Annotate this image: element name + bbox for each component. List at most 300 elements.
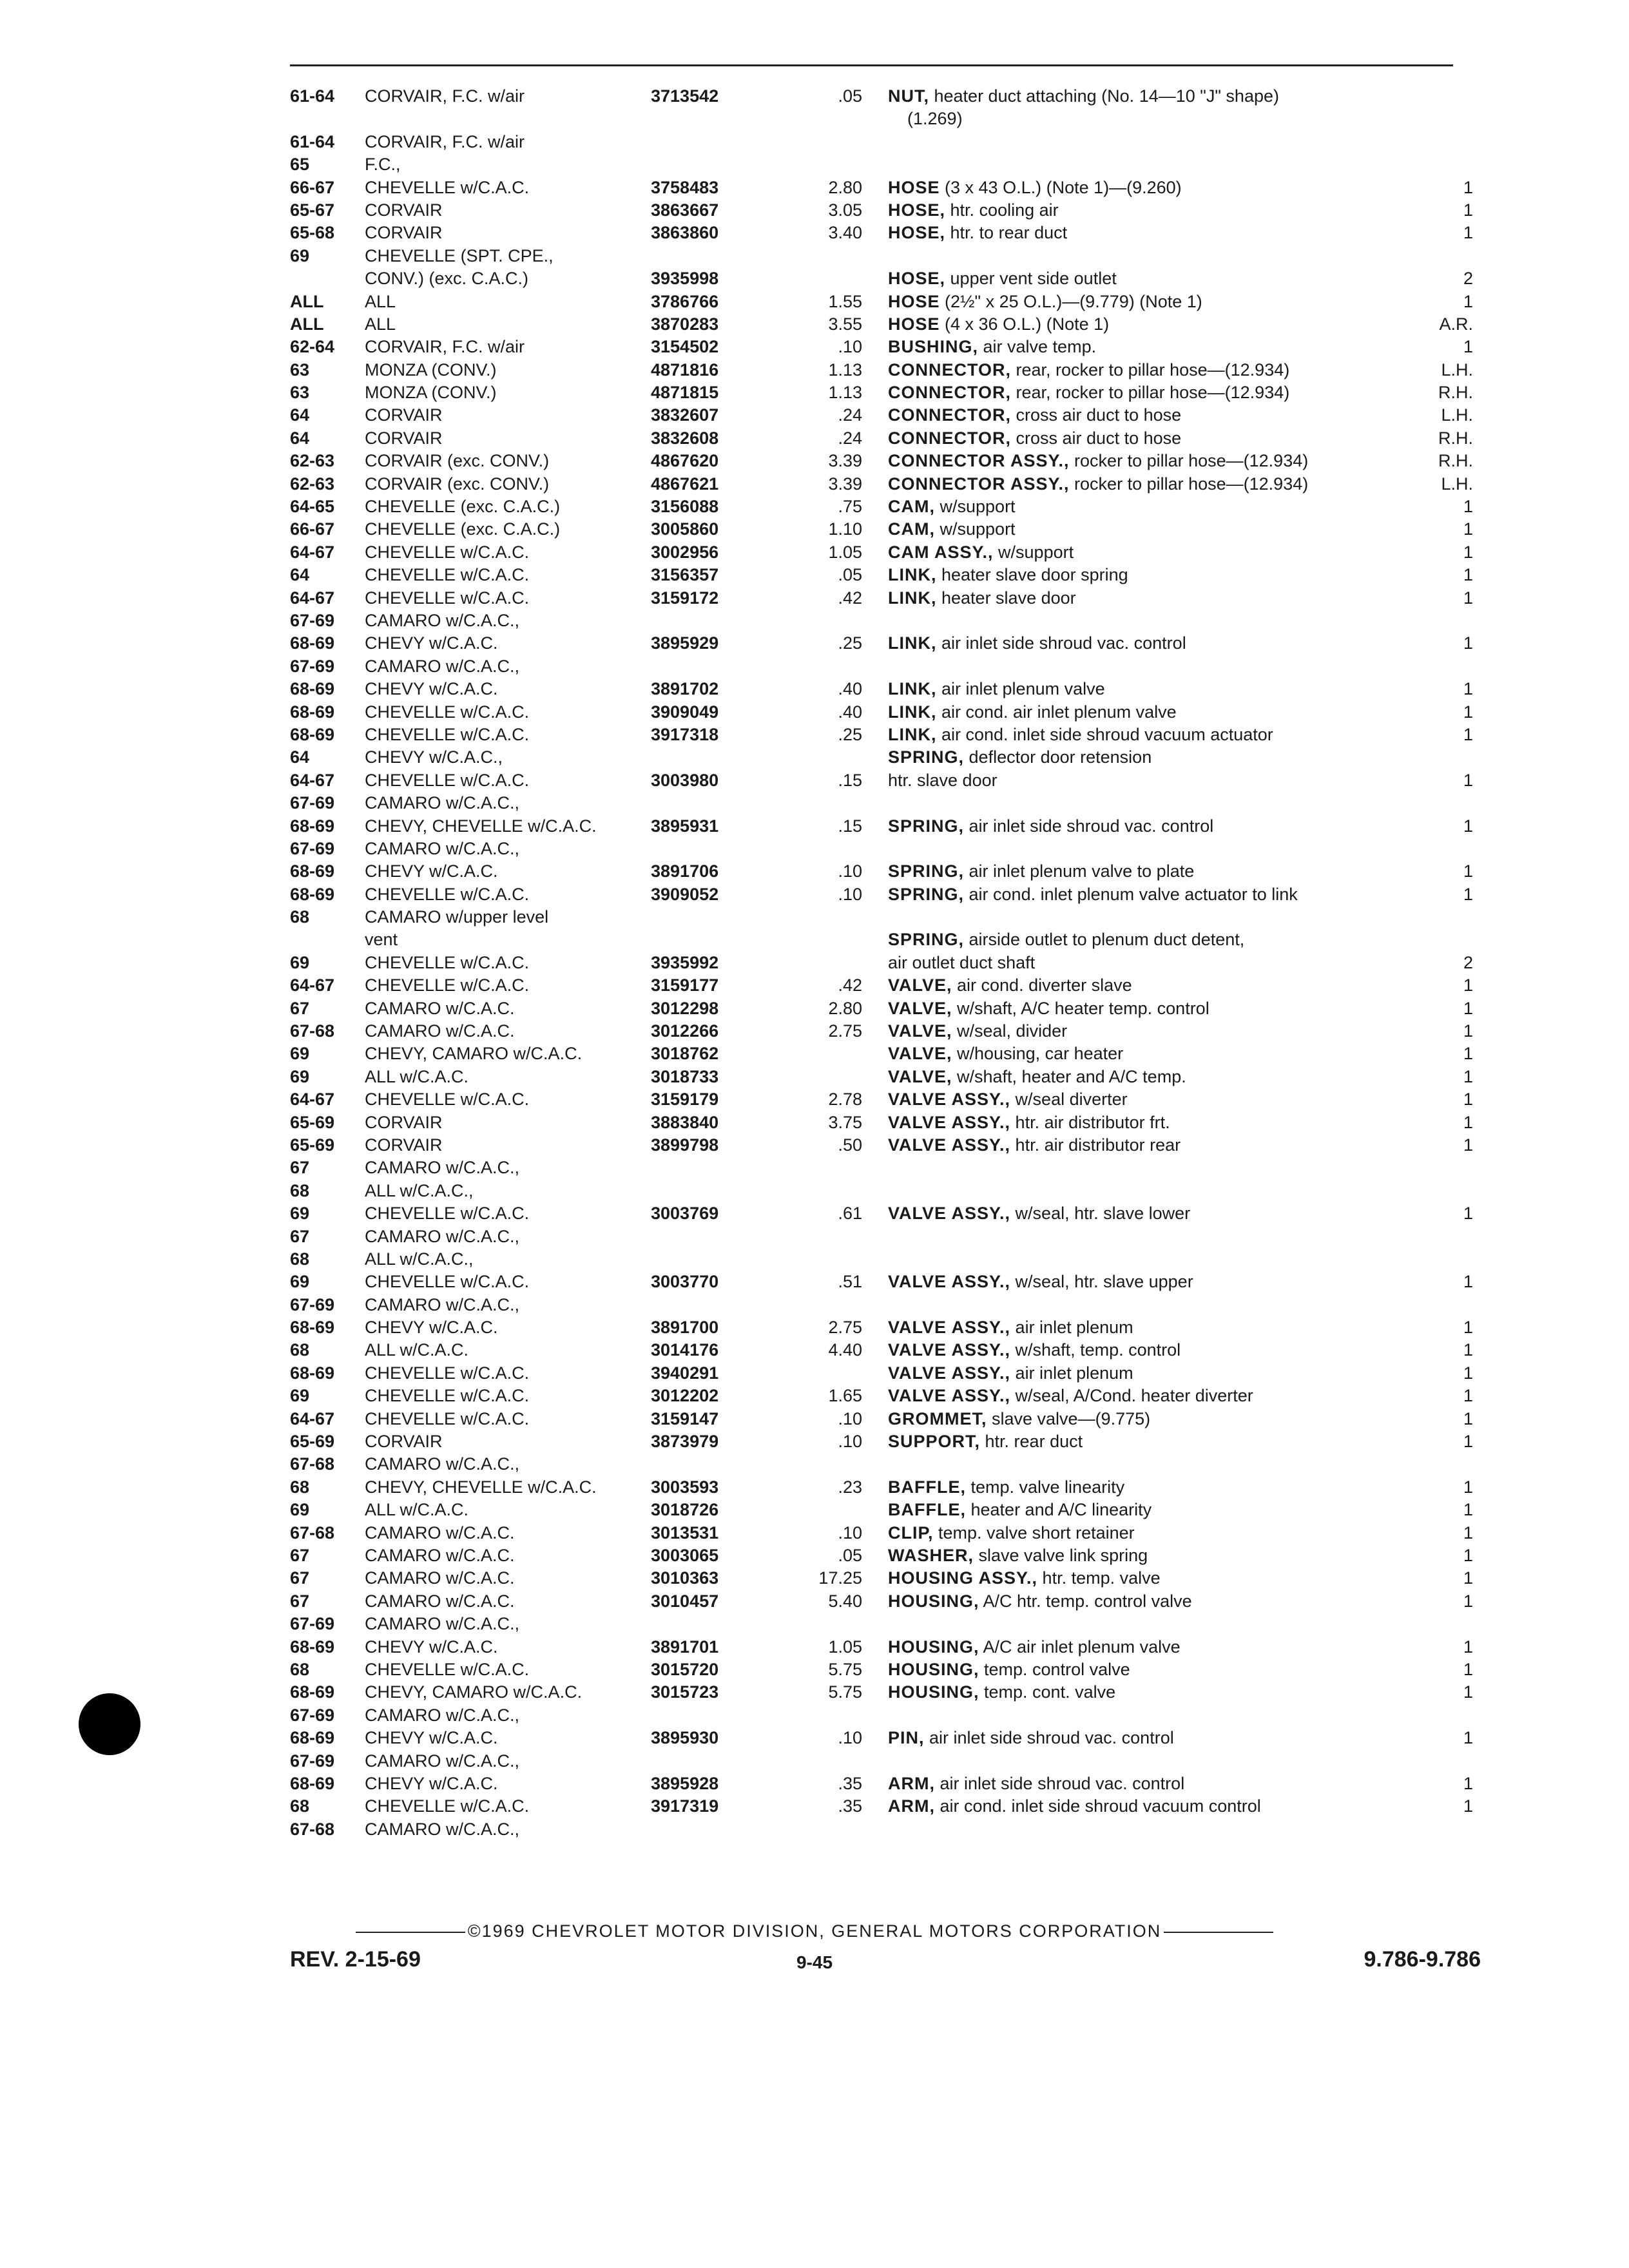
table-row — [0, 85, 1629, 108]
table-row — [0, 177, 1629, 199]
application: F.C., — [365, 155, 401, 175]
model-year: 68-69 — [290, 1773, 335, 1793]
description — [888, 1795, 1261, 1818]
table-row — [0, 1362, 1629, 1385]
table-row — [0, 291, 1629, 313]
quantity: 1 — [1463, 291, 1473, 311]
part-detail: heater slave door — [936, 588, 1076, 608]
part-number: 4867621 — [651, 474, 719, 494]
quantity: L.H. — [1441, 474, 1473, 494]
part-detail: heater and A/C linearity — [966, 1500, 1152, 1520]
part-number: 3002956 — [651, 542, 719, 562]
table-row — [0, 997, 1629, 1020]
part-name: HOSE — [888, 177, 940, 197]
description — [888, 427, 1181, 450]
application: CHEVELLE (exc. C.A.C.) — [365, 519, 561, 539]
model-year: 68-69 — [290, 884, 335, 904]
description — [888, 1636, 1181, 1658]
revision-date: REV. 2-15-69 — [290, 1947, 421, 1972]
price: .10 — [838, 1408, 862, 1428]
table-row — [0, 450, 1629, 472]
part-detail: A/C air inlet plenum valve — [979, 1637, 1181, 1657]
application: CHEVELLE w/C.A.C. — [365, 588, 530, 608]
model-year: 69 — [290, 245, 310, 265]
part-detail: htr. air distributor rear — [1010, 1135, 1181, 1155]
description — [888, 883, 1298, 906]
quantity: 1 — [1463, 1318, 1473, 1338]
table-row — [0, 1590, 1629, 1613]
part-number: 3935992 — [651, 952, 719, 972]
quantity: 1 — [1463, 1682, 1473, 1702]
price: .42 — [838, 588, 862, 608]
model-year: 67-69 — [290, 1614, 335, 1634]
quantity: 1 — [1463, 884, 1473, 904]
part-number: 4867620 — [651, 451, 719, 471]
table-row — [0, 655, 1629, 678]
part-name: VALVE ASSY., — [888, 1386, 1011, 1406]
quantity: 1 — [1463, 770, 1473, 790]
application: CORVAIR (exc. CONV.) — [365, 474, 550, 494]
description — [888, 1499, 1152, 1521]
description — [888, 1773, 1184, 1795]
price: 1.55 — [828, 291, 862, 311]
part-name: CONNECTOR, — [888, 360, 1012, 380]
table-row — [0, 1544, 1629, 1567]
model-year: 68-69 — [290, 1637, 335, 1657]
part-detail: htr. temp. valve — [1037, 1568, 1161, 1588]
model-year: 69 — [290, 1204, 310, 1224]
application: CHEVY w/C.A.C. — [365, 1637, 498, 1657]
price: .15 — [838, 816, 862, 836]
description — [888, 746, 1152, 769]
description — [888, 1408, 1150, 1430]
part-name: LINK, — [888, 679, 937, 699]
description — [888, 1111, 1170, 1134]
price: .61 — [838, 1204, 862, 1224]
part-detail: deflector door retension — [964, 747, 1152, 767]
quantity: R.H. — [1438, 451, 1473, 471]
application: CHEVELLE w/C.A.C. — [365, 1204, 530, 1224]
model-year: 68-69 — [290, 633, 335, 653]
table-row — [0, 1134, 1629, 1157]
model-year: 67-69 — [290, 656, 335, 676]
model-year: ALL — [290, 291, 324, 311]
part-name: VALVE, — [888, 975, 952, 995]
application: CHEVY, CAMARO w/C.A.C. — [365, 1044, 583, 1064]
application: ALL w/C.A.C. — [365, 1340, 469, 1360]
application: CAMARO w/C.A.C., — [365, 1705, 520, 1725]
part-detail: htr. air distributor frt. — [1010, 1112, 1170, 1132]
part-name: VALVE ASSY., — [888, 1135, 1011, 1155]
part-number: 3758483 — [651, 177, 719, 197]
table-row — [0, 473, 1629, 495]
price: .15 — [838, 770, 862, 790]
table-row — [0, 1636, 1629, 1658]
quantity: 1 — [1463, 519, 1473, 539]
part-name: VALVE, — [888, 998, 952, 1018]
part-detail: air inlet side shroud vac. control — [964, 816, 1214, 836]
quantity: 1 — [1463, 1135, 1473, 1155]
description — [888, 952, 1035, 974]
application: CAMARO w/C.A.C., — [365, 793, 520, 813]
quantity: 1 — [1463, 861, 1473, 881]
price: 4.40 — [828, 1340, 862, 1360]
part-name: SPRING, — [888, 930, 965, 950]
application: CHEVY, CAMARO w/C.A.C. — [365, 1682, 583, 1702]
model-year: 67-69 — [290, 1751, 335, 1771]
part-name: LINK, — [888, 633, 937, 653]
part-number: 3935998 — [651, 269, 719, 289]
price: .10 — [838, 1523, 862, 1542]
table-row — [0, 746, 1629, 769]
table-row — [0, 1613, 1629, 1635]
model-year: 62-63 — [290, 451, 335, 471]
table-row — [0, 632, 1629, 655]
price: 3.55 — [828, 314, 862, 334]
quantity: 1 — [1463, 1523, 1473, 1542]
part-name: HOUSING, — [888, 1682, 979, 1702]
part-name: HOSE — [888, 314, 940, 334]
model-year: 61-64 — [290, 131, 335, 151]
part-name: HOSE, — [888, 223, 946, 243]
part-name: CAM, — [888, 519, 935, 539]
description — [888, 1339, 1181, 1361]
model-year: 68-69 — [290, 1318, 335, 1338]
part-name: CONNECTOR, — [888, 405, 1012, 425]
application: CORVAIR, F.C. w/air — [365, 86, 525, 106]
part-number: 3010363 — [651, 1568, 719, 1588]
part-number: 3863667 — [651, 200, 719, 220]
application: CHEVELLE w/C.A.C. — [365, 770, 530, 790]
model-year: 64 — [290, 565, 310, 585]
part-number: 3018733 — [651, 1066, 719, 1086]
part-detail: w/support — [935, 497, 1016, 517]
quantity: 1 — [1463, 724, 1473, 744]
price: 1.10 — [828, 519, 862, 539]
part-detail: slave valve—(9.775) — [987, 1408, 1151, 1428]
description — [888, 997, 1210, 1020]
part-detail: air cond. inlet side shroud vacuum control — [935, 1796, 1261, 1816]
table-row — [0, 1499, 1629, 1521]
application: CAMARO w/C.A.C., — [365, 1294, 520, 1314]
description — [888, 678, 1105, 700]
application: CAMARO w/C.A.C., — [365, 1158, 520, 1178]
table-row — [0, 1408, 1629, 1430]
part-number: 3159179 — [651, 1090, 719, 1110]
application: CHEVELLE w/C.A.C. — [365, 1659, 530, 1679]
price: .10 — [838, 884, 862, 904]
application: CHEVELLE w/C.A.C. — [365, 1090, 530, 1110]
table-row — [0, 404, 1629, 427]
part-number: 4871816 — [651, 360, 719, 380]
table-row — [0, 1658, 1629, 1681]
quantity: 1 — [1463, 1432, 1473, 1452]
description — [888, 473, 1308, 495]
parts-table — [0, 85, 1629, 1841]
part-name: VALVE, — [888, 1021, 952, 1041]
model-year: 67-68 — [290, 1523, 335, 1542]
part-number: 3786766 — [651, 291, 719, 311]
table-row — [0, 724, 1629, 746]
quantity: 1 — [1463, 1272, 1473, 1292]
quantity: 1 — [1463, 565, 1473, 585]
application: CORVAIR — [365, 1112, 443, 1132]
quantity: L.H. — [1441, 360, 1473, 380]
part-name: VALVE, — [888, 1044, 952, 1064]
model-year: 68-69 — [290, 724, 335, 744]
part-name: ARM, — [888, 1773, 935, 1793]
part-detail: w/support — [935, 519, 1016, 539]
table-row — [0, 564, 1629, 586]
application: CAMARO w/C.A.C. — [365, 1546, 515, 1565]
part-number: 3891701 — [651, 1637, 719, 1657]
table-row — [0, 427, 1629, 450]
table-row — [0, 1385, 1629, 1407]
model-year: 66-67 — [290, 519, 335, 539]
model-year: 64 — [290, 747, 310, 767]
price: 2.75 — [828, 1021, 862, 1041]
quantity: L.H. — [1441, 405, 1473, 425]
part-detail: htr. cooling air — [945, 200, 1059, 220]
table-row — [0, 883, 1629, 906]
model-year: 62-63 — [290, 474, 335, 494]
price: 3.40 — [828, 223, 862, 243]
application: CAMARO w/C.A.C. — [365, 1523, 515, 1542]
description — [888, 404, 1181, 427]
table-row — [0, 860, 1629, 883]
application: CHEVELLE w/C.A.C. — [365, 565, 530, 585]
part-number: 3891700 — [651, 1318, 719, 1338]
table-row — [0, 541, 1629, 564]
quantity: 1 — [1463, 679, 1473, 699]
part-number: 3895931 — [651, 816, 719, 836]
price: 2.78 — [828, 1090, 862, 1110]
application: CHEVY w/C.A.C. — [365, 1728, 498, 1748]
quantity: 1 — [1463, 1477, 1473, 1497]
description — [888, 336, 1096, 358]
part-number: 3895930 — [651, 1728, 719, 1748]
part-number: 3156088 — [651, 497, 719, 517]
application: ALL — [365, 291, 396, 311]
model-year: 68 — [290, 1659, 310, 1679]
model-year: 65 — [290, 155, 310, 175]
part-detail: upper vent side outlet — [945, 269, 1117, 289]
price: .24 — [838, 405, 862, 425]
part-number: 3832607 — [651, 405, 719, 425]
table-row — [0, 1339, 1629, 1361]
model-year: 68-69 — [290, 1682, 335, 1702]
part-name: CAM, — [888, 497, 935, 517]
model-year: 68 — [290, 1180, 310, 1200]
description — [888, 381, 1289, 404]
application: CAMARO w/C.A.C., — [365, 1614, 520, 1634]
model-year: 68-69 — [290, 1363, 335, 1383]
model-year: 68 — [290, 1796, 310, 1816]
table-row — [0, 1066, 1629, 1088]
application: CHEVELLE w/C.A.C. — [365, 1272, 530, 1292]
table-row — [0, 381, 1629, 404]
description — [888, 1043, 1123, 1065]
application: CORVAIR — [365, 405, 443, 425]
part-name: SPRING, — [888, 816, 965, 836]
part-detail: cross air duct to hose — [1011, 428, 1182, 448]
footer-copyright: ©1969 CHEVROLET MOTOR DIVISION, GENERAL MOTORS CORPORATION — [467, 1921, 1162, 1941]
quantity: 1 — [1463, 1773, 1473, 1793]
part-detail: w/seal, A/Cond. heater diverter — [1010, 1386, 1253, 1406]
part-name: CONNECTOR ASSY., — [888, 451, 1070, 471]
application: CHEVY w/C.A.C. — [365, 1773, 498, 1793]
table-row — [0, 1453, 1629, 1475]
model-year: 64-67 — [290, 588, 335, 608]
application: CAMARO w/C.A.C., — [365, 1819, 520, 1839]
table-row — [0, 838, 1629, 860]
description — [888, 928, 1244, 951]
part-number: 3909052 — [651, 884, 719, 904]
table-row — [0, 587, 1629, 610]
application: CHEVY w/C.A.C., — [365, 747, 503, 767]
part-name: HOUSING, — [888, 1659, 979, 1679]
model-year: 67-69 — [290, 1705, 335, 1725]
part-number: 3003593 — [651, 1477, 719, 1497]
part-number: 3873979 — [651, 1432, 719, 1452]
part-number: 3012202 — [651, 1386, 719, 1406]
part-detail: w/shaft, temp. control — [1010, 1340, 1181, 1360]
quantity: 1 — [1463, 1659, 1473, 1679]
price: .10 — [838, 861, 862, 881]
part-detail: w/seal, htr. slave lower — [1010, 1204, 1191, 1224]
part-name: SPRING, — [888, 884, 965, 904]
description — [888, 1658, 1130, 1681]
table-row — [0, 1522, 1629, 1544]
part-detail: air outlet duct shaft — [888, 952, 1036, 972]
description — [888, 313, 1109, 336]
quantity: 1 — [1463, 1363, 1473, 1383]
table-row — [0, 313, 1629, 336]
part-name: BUSHING, — [888, 337, 979, 357]
part-number: 3940291 — [651, 1363, 719, 1383]
part-name: HOSE, — [888, 269, 946, 289]
model-year: 67-69 — [290, 610, 335, 630]
model-year: 67 — [290, 1158, 310, 1178]
model-year: 68-69 — [290, 1728, 335, 1748]
group-reference: 9.786-9.786 — [1364, 1947, 1481, 1972]
description — [888, 518, 1016, 541]
table-row — [0, 1750, 1629, 1773]
application: CAMARO w/C.A.C. — [365, 1591, 515, 1611]
description — [888, 974, 1132, 997]
part-number: 3891702 — [651, 679, 719, 699]
price: .10 — [838, 337, 862, 357]
model-year: 69 — [290, 1044, 310, 1064]
description — [888, 860, 1194, 883]
model-year: 64-67 — [290, 770, 335, 790]
description — [888, 267, 1117, 290]
application: CHEVY, CHEVELLE w/C.A.C. — [365, 1477, 597, 1497]
description — [888, 177, 1182, 199]
table-row — [0, 610, 1629, 632]
description — [888, 1202, 1190, 1225]
table-row — [0, 267, 1629, 290]
part-name: HOSE, — [888, 200, 946, 220]
part-name: SPRING, — [888, 861, 965, 881]
application: ALL w/C.A.C. — [365, 1500, 469, 1520]
price: 1.65 — [828, 1386, 862, 1406]
part-number: 3003065 — [651, 1546, 719, 1565]
table-row — [0, 769, 1629, 792]
part-detail: rear, rocker to pillar hose—(12.934) — [1011, 383, 1290, 403]
footer-rule-left — [356, 1932, 465, 1933]
price: .05 — [838, 565, 862, 585]
description — [888, 108, 963, 130]
description — [888, 564, 1128, 586]
quantity: 1 — [1463, 588, 1473, 608]
application: CAMARO w/C.A.C., — [365, 838, 520, 858]
part-name: HOUSING ASSY., — [888, 1568, 1038, 1588]
price: 1.13 — [828, 383, 862, 403]
part-detail: air cond. diverter slave — [952, 975, 1132, 995]
footer-copyright-line — [0, 1921, 1629, 1941]
part-detail: rocker to pillar hose—(12.934) — [1069, 474, 1309, 494]
model-year: 67-69 — [290, 793, 335, 813]
description — [888, 1567, 1161, 1590]
table-row — [0, 245, 1629, 267]
part-detail: htr. to rear duct — [945, 223, 1068, 243]
description — [888, 1362, 1133, 1385]
part-name: VALVE ASSY., — [888, 1112, 1011, 1132]
model-year: 65-69 — [290, 1112, 335, 1132]
price: 5.75 — [828, 1659, 862, 1679]
application: CHEVY w/C.A.C. — [365, 633, 498, 653]
description — [888, 291, 1202, 313]
description — [888, 587, 1076, 610]
quantity: R.H. — [1438, 428, 1473, 448]
part-name: WASHER, — [888, 1546, 974, 1565]
table-row — [0, 1157, 1629, 1179]
part-detail: slave valve link spring — [974, 1546, 1148, 1565]
quantity: 1 — [1463, 497, 1473, 517]
part-number: 3014176 — [651, 1340, 719, 1360]
description — [888, 1430, 1083, 1453]
description — [888, 1727, 1174, 1749]
table-row — [0, 1248, 1629, 1271]
quantity: 1 — [1463, 1044, 1473, 1064]
table-row — [0, 336, 1629, 358]
part-detail: htr. slave door — [888, 770, 998, 790]
part-number: 3713542 — [651, 86, 719, 106]
part-name: VALVE ASSY., — [888, 1340, 1011, 1360]
table-row — [0, 1727, 1629, 1749]
application: ALL — [365, 314, 396, 334]
part-detail: airside outlet to plenum duct detent, — [964, 930, 1245, 950]
part-number: 3899798 — [651, 1135, 719, 1155]
description — [888, 769, 998, 792]
application: CHEVY w/C.A.C. — [365, 861, 498, 881]
part-detail: htr. rear duct — [980, 1432, 1083, 1452]
application: CHEVELLE w/C.A.C. — [365, 542, 530, 562]
quantity: R.H. — [1438, 383, 1473, 403]
part-name: LINK, — [888, 724, 937, 744]
description — [888, 1088, 1128, 1111]
part-name: CONNECTOR ASSY., — [888, 474, 1070, 494]
table-row — [0, 1202, 1629, 1225]
application: CHEVELLE w/C.A.C. — [365, 1796, 530, 1816]
quantity: 2 — [1463, 269, 1473, 289]
quantity: 1 — [1463, 1204, 1473, 1224]
model-year: 65-69 — [290, 1432, 335, 1452]
application: CAMARO w/upper level — [365, 907, 549, 927]
price: 5.40 — [828, 1591, 862, 1611]
footer-rule-right — [1164, 1932, 1273, 1933]
